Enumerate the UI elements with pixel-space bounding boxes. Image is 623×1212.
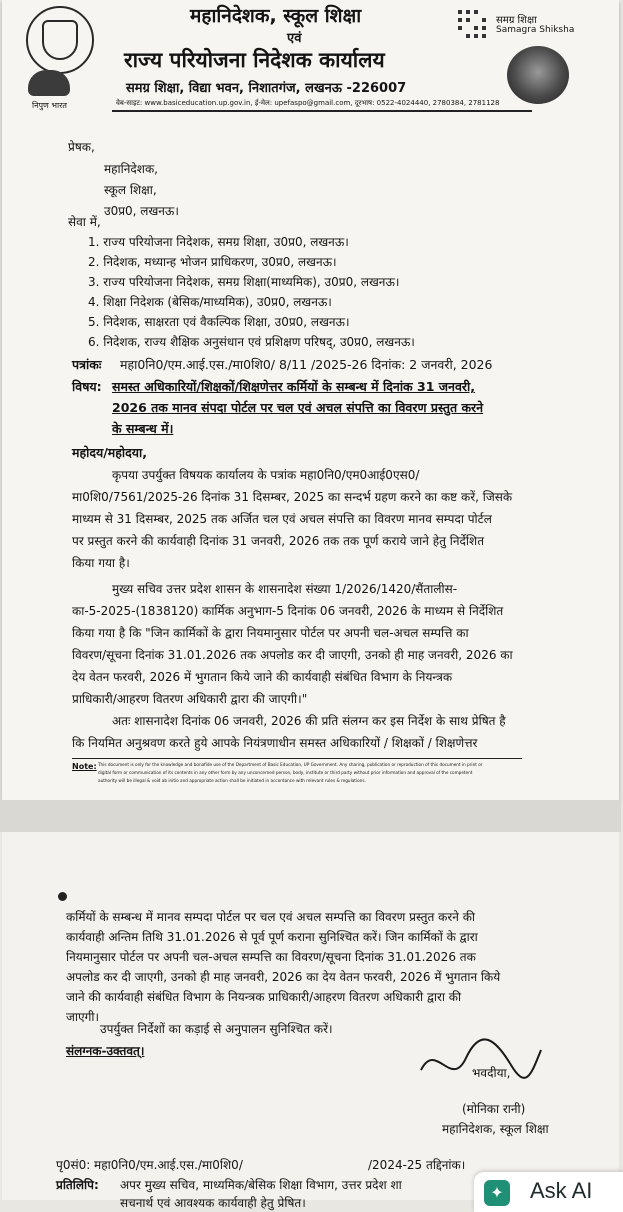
page2-closing: भवदीया,	[472, 1066, 511, 1080]
header-contact: वेब-साइट: www.basiceducation.up.gov.in, ई-मेल: upefaspo@gmail.com, दूरभाष: 0522-4024440, 2780384, 2781128	[116, 99, 500, 107]
sender-line3: उ0प्र0, लखनऊ।	[104, 204, 179, 218]
recipients-label: सेवा में,	[68, 215, 101, 229]
letter-page-1	[2, 0, 619, 800]
body-para1-line: माध्यम से 31 दिसम्बर, 2025 तक अर्जित चल एवं अचल संपत्ति का विवरण मानव सम्पदा पोर्टल	[72, 512, 492, 526]
footer-note-line2: digital form or communication of its contents in any other form by any unconcerned person, body, institute or third party without prior information and approval of the competent	[98, 770, 473, 775]
reference-label: पत्रांकः	[72, 357, 102, 372]
recipient-item: 2. निदेशक, मध्यान्ह भोजन प्राधिकरण, उ0प्र0, लखनऊ।	[88, 255, 337, 269]
page2-enclosure: संलग्नक-उक्तवत्।	[66, 1044, 145, 1058]
left-logo-caption: निपुण भारत	[32, 101, 67, 110]
samagra-shiksha-logo-icon	[454, 6, 494, 46]
subject-line3: के सम्बन्ध में।	[112, 421, 174, 436]
body-para3-line: अतः शासनादेश दिनांक 06 जनवरी, 2026 की प्रति संलग्न कर इस निर्देश के साथ प्रेषित है	[112, 714, 506, 728]
footer-note-label: Note:	[72, 762, 97, 771]
body-para3-line: कि नियमित अनुश्रवण करते हुये आपके नियंत्रणाधीन समस्त अधिकारियों / शिक्षकों / शिक्षणेत्तर	[72, 736, 478, 750]
page2-para1-line: कर्मियों के सम्बन्ध में मानव सम्पदा पोर्टल पर चल एवं अचल सम्पत्ति का विवरण प्रस्तुत करने की	[66, 910, 476, 924]
header-divider	[112, 110, 532, 112]
body-para1-line: किया गया है।	[72, 556, 130, 570]
copy-text-2: सचनार्थ एवं आवश्यक कार्यवाही हेतु प्रेषित।	[120, 1196, 306, 1210]
body-para1-line: कृपया उपर्युक्त विषयक कार्यालय के पत्रांक महा0नि0/एम0आई0एस0/	[112, 468, 420, 482]
signatory-title: महानिदेशक, स्कूल शिक्षा	[442, 1122, 549, 1136]
header-title-line1: महानिदेशक, स्कूल शिक्षा	[190, 5, 362, 27]
footer-note-line3: authority will be illegal & void ab initio and appropriate action shall be initiated in accordance with relevant rules & regulations.	[98, 778, 366, 783]
header-title-line2: एवं	[287, 31, 302, 46]
body-para2-line: देय वेतन फरवरी, 2026 में भुगतान किये जाने की कार्यवाही संबंधित विभाग के नियन्त्रक	[72, 670, 453, 684]
right-logo-line2: Samagra Shiksha	[496, 25, 575, 35]
page2-ref-line-end: /2024-25 तद्दिनांक।	[368, 1158, 466, 1172]
body-para2-line: विवरण/सूचना दिनांक 31.01.2026 तक अपलोड कर दी जाएगी, उनको ही माह जनवरी, 2026 का	[72, 648, 513, 662]
signatory-name: (मोनिका रानी)	[462, 1102, 526, 1116]
page2-ref-line: पृ0सं0: महा0नि0/एम.आई.एस./मा0शि0/	[56, 1158, 243, 1172]
copy-text: अपर मुख्य सचिव, माध्यमिक/बेसिक शिक्षा विभाग, उत्तर प्रदेश शा	[120, 1178, 402, 1192]
ask-ai-button[interactable]	[474, 1172, 623, 1212]
bullet-dot-icon	[58, 892, 67, 901]
letter-page-2	[2, 832, 619, 1210]
header-photo	[507, 46, 569, 104]
header-title-line3: राज्य परियोजना निदेशक कार्यालय	[124, 48, 385, 72]
ask-ai-label: Ask AI	[530, 1178, 593, 1203]
page2-para1-line: जाने की कार्यवाही संबंधित विभाग के नियन्त्रक प्राधिकारी/आहरण वितरण अधिकारी द्वारा की	[66, 990, 462, 1004]
body-para1-line: पर प्रस्तुत करने की कार्यवाही दिनांक 31 जनवरी, 2026 तक तक पूर्ण कराये जाने हेतु निर्देशित	[72, 534, 485, 548]
subject-label: विषय:	[72, 379, 102, 394]
recipient-item: 4. शिक्षा निदेशक (बेसिक/माध्यमिक), उ0प्र0, लखनऊ।	[88, 295, 332, 309]
recipient-item: 3. राज्य परियोजना निदेशक, समग्र शिक्षा(माध्यमिक), उ0प्र0, लखनऊ।	[88, 275, 400, 289]
copy-label: प्रतिलिपि:	[56, 1178, 99, 1192]
page2-para1-line: कार्यवाही अन्तिम तिथि 31.01.2026 से पूर्व पूर्ण कराना सुनिश्चित करें। जिन कार्मिकों के द्वारा	[66, 930, 478, 944]
page2-para2: उपर्युक्त निर्देशों का कड़ाई से अनुपालन सुनिश्चित करें।	[100, 1022, 333, 1036]
nipun-mascot-icon	[28, 70, 70, 96]
header-address: समग्र शिक्षा, विद्या भवन, निशातगंज, लखनऊ -226007	[126, 81, 407, 96]
page2-para1-line: अपलोड कर दी जाएगी, उनको ही माह जनवरी, 2026 का देय वेतन फरवरी, 2026 में भुगतान किये	[66, 970, 501, 984]
subject-line1: समस्त अधिकारियों/शिक्षकों/शिक्षणेत्तर कर्मियों के सम्बन्ध में दिनांक 31 जनवरी,	[112, 379, 476, 394]
recipient-item: 5. निदेशक, साक्षरता एवं वैकल्पिक शिक्षा, उ0प्र0, लखनऊ।	[88, 315, 350, 329]
signature-scribble	[416, 1030, 546, 1090]
footer-divider	[72, 758, 522, 759]
page-gap	[0, 800, 621, 832]
body-para2-line: प्राधिकारी/आहरण वितरण अधिकारी द्वारा की जाएगी।"	[72, 692, 308, 706]
body-para2-line: मुख्य सचिव उत्तर प्रदेश शासन के शासनादेश संख्या 1/2026/1420/सैंतालीस-	[112, 582, 458, 596]
recipient-item: 6. निदेशक, राज्य शैक्षिक अनुसंधान एवं प्रशिक्षण परिषद्, उ0प्र0, लखनऊ।	[88, 335, 415, 349]
right-logo-line1: समग्र शिक्षा	[496, 15, 537, 26]
body-para1-line: मा0शि0/7561/2025-26 दिनांक 31 दिसम्बर, 2025 का सन्दर्भ ग्रहण करने का कष्ट करें, जिसके	[72, 490, 513, 504]
footer-note-line1: This document is only for the knowledge and bonafide use of the Department of Basic Education, UP Government. Any sharing, publication or reproduction of this document in print or	[98, 762, 483, 767]
sparkle-icon: ✦	[484, 1180, 510, 1206]
sender-line2: स्कूल शिक्षा,	[104, 183, 157, 197]
subject-line2: 2026 तक मानव संपदा पोर्टल पर चल एवं अचल संपत्ति का विवरण प्रस्तुत करने	[112, 400, 484, 415]
recipient-item: 1. राज्य परियोजना निदेशक, समग्र शिक्षा, उ0प्र0, लखनऊ।	[88, 235, 349, 249]
page2-para1-line: जाएगी।	[66, 1010, 100, 1024]
sender-line1: महानिदेशक,	[104, 162, 158, 176]
reference-text: महा0नि0/एम.आई.एस./मा0शि0/ 8/11 /2025-26 दिनांक: 2 जनवरी, 2026	[120, 357, 493, 372]
salutation: महोदय/महोदया,	[72, 445, 148, 460]
page2-para1-line: नियमानुसार पोर्टल पर अपनी चल-अचल सम्पत्ति का विवरण/सूचना दिनांक 31.01.2026 तक	[66, 950, 476, 964]
up-emblem-logo	[26, 6, 94, 74]
sender-label: प्रेषक,	[68, 140, 95, 154]
body-para2-line: किया गया है कि "जिन कार्मिकों के द्वारा नियमानुसार पोर्टल पर अपनी चल-अचल सम्पत्ति का	[72, 626, 469, 640]
body-para2-line: का-5-2025-(1838120) कार्मिक अनुभाग-5 दिनांक 06 जनवरी, 2026 के माध्यम से निर्देशित	[72, 604, 504, 618]
